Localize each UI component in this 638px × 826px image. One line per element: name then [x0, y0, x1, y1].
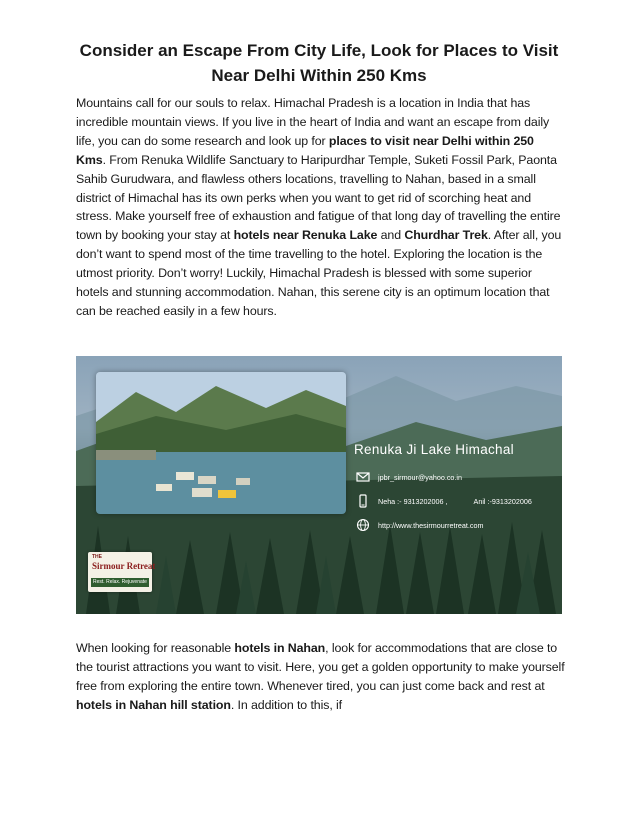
- banner-web-row: [356, 518, 483, 532]
- logo-name: Sirmour Retreat: [92, 561, 156, 571]
- paragraph-text: . After all, you don’t want to spend most of the time travelling to the hotel. Exploring the location is the utmost priority. Don’t worry! Luckily, Himachal Pradesh is blessed with some superior hotels and stunning accommodation. Nahan, this serene city is an optimum location that can be reached easily in a few hours.: [76, 228, 562, 318]
- lake-photo: [96, 372, 346, 514]
- page-title: Consider an Escape From City Life, Look for Places to Visit Near Delhi Within 250 Kms: [79, 41, 559, 85]
- paragraph-hotels: [76, 639, 566, 715]
- paragraph-text: . From Renuka Wildlife Sanctuary to Haripurdhar Temple, Suketi Fossil Park, Paonta Sahib Gurudwara, and flawless others locations, travelling to Nahan, based in a small district of Himachal has its own perks when you want to get rid of scorching heat and stress. Make yourself free of exhaustion and fatigue of that long day of travelling the entire town by booking your stay at: [76, 152, 561, 243]
- logo-tagline: Rest. Relax. Rejuvenate: [91, 578, 149, 587]
- bold-link-text[interactable]: places to visit near Delhi within 250 Kms: [76, 133, 534, 167]
- banner-phone-neha: Neha :- 9313202006 ,: [378, 496, 448, 506]
- paragraph-text: , look for accommodations that are close to the tourist attractions you want to visit. Here, you get a golden opportunity to make yourself free from exploring the entire town. Whenever tired, you can just come back and rest at: [76, 641, 565, 693]
- paragraph-intro: [76, 94, 566, 321]
- banner-image: [76, 356, 562, 614]
- banner-phone-row: [356, 494, 532, 508]
- sirmour-retreat-logo: [88, 552, 156, 592]
- bold-link-text[interactable]: hotels in Nahan: [234, 641, 326, 655]
- bold-link-text[interactable]: Churdhar Trek: [404, 228, 488, 243]
- banner-email-row: [356, 470, 462, 484]
- banner-email[interactable]: jpbr_sirmour@yahoo.co.in: [378, 472, 463, 482]
- banner-phone-anil: Anil :-9313202006: [473, 496, 532, 506]
- banner-heading: Renuka Ji Lake Himachal: [354, 442, 514, 457]
- paragraph-text: and: [377, 228, 405, 243]
- banner-website[interactable]: http://www.thesirmourretreat.com: [378, 520, 484, 530]
- bold-link-text[interactable]: hotels near Renuka Lake: [233, 228, 378, 243]
- phone-icon: [356, 494, 370, 508]
- bold-link-text[interactable]: hotels in Nahan hill station: [76, 697, 231, 712]
- paragraph-text: . In addition to this, if: [230, 697, 343, 712]
- logo-the: THE: [92, 554, 102, 560]
- paragraph-text: Mountains call for our souls to relax. Himachal Pradesh is a location in India that has incredible mountain views. If you live in the heart of India and want an escape from daily life, you can do some research and look up for: [76, 96, 550, 148]
- mail-icon: [356, 470, 370, 484]
- globe-icon: [356, 518, 370, 532]
- paragraph-text: When looking for reasonable: [76, 641, 235, 655]
